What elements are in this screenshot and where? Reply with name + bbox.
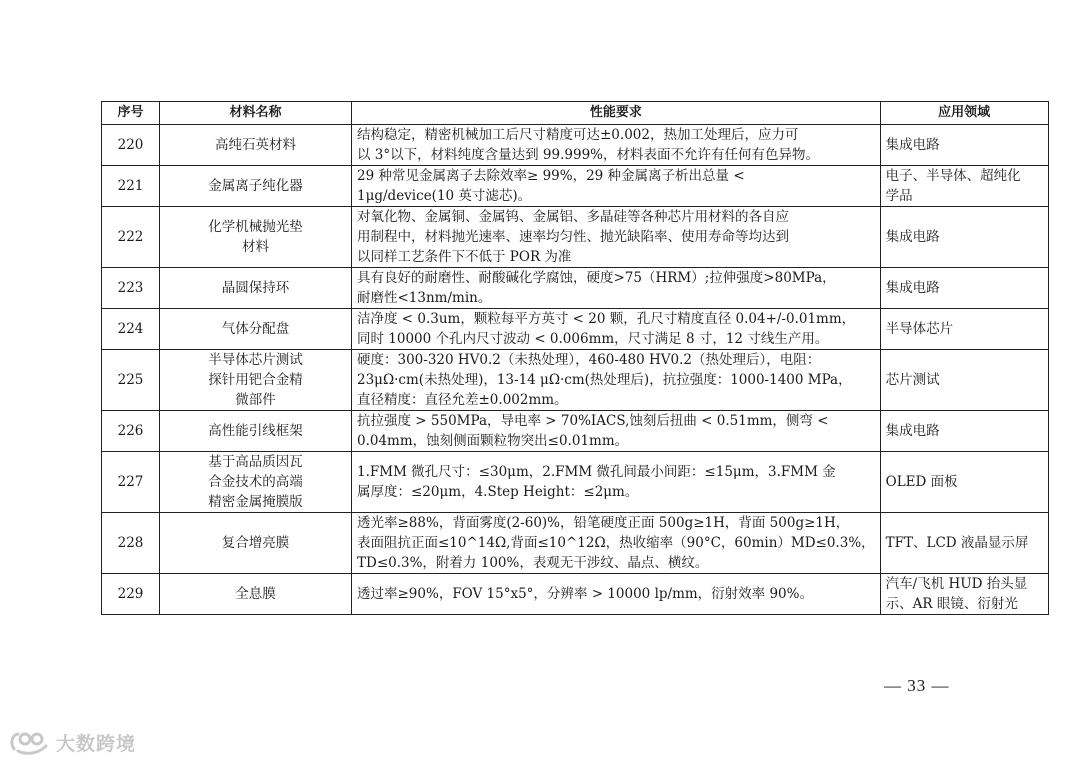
cell-application-line: 半导体芯片 (885, 321, 954, 337)
cell-requirement-line: 表面阻抗正面≤10^14Ω,背面≤10^12Ω，热收缩率（90°C，60min）MD≤0.3%， (357, 535, 875, 551)
cell-requirement-line: 抗拉强度 > 550MPa，导电率 > 70%IACS,蚀刻后扭曲 < 0.51mm，侧弯 < (357, 413, 829, 429)
table-row (102, 513, 1049, 574)
page-number: — 33 — (884, 676, 950, 695)
cell-application (880, 513, 1048, 574)
cell-requirement (352, 411, 881, 452)
cell-name-line: 材料 (242, 239, 269, 255)
cell-requirement (352, 452, 881, 513)
cell-application-line: 芯片测试 (885, 372, 940, 388)
cell-name (160, 125, 352, 166)
cell-name-line: 基于高品质因瓦 (208, 454, 303, 470)
cell-name-line: 高性能引线框架 (208, 423, 303, 439)
cell-application-line: OLED 面板 (885, 474, 958, 490)
cell-requirement-line: 以同样工艺条件下不低于 POR 为准 (357, 249, 572, 265)
cell-no: 228 (102, 513, 160, 574)
cell-requirement (352, 268, 881, 309)
cell-requirement-line: 耐磨性<13nm/min。 (357, 290, 492, 306)
cell-requirement-line: 29 种常见金属离子去除效率≥ 99%，29 种金属离子析出总量 < (357, 168, 745, 184)
cell-no: 226 (102, 411, 160, 452)
cell-requirement (352, 166, 881, 207)
cell-requirement-line: 0.04mm，蚀刻侧面颗粒物突出≤0.01mm。 (357, 433, 629, 449)
cell-name-line: 半导体芯片测试 (208, 352, 303, 368)
cell-requirement (352, 350, 881, 411)
watermark-logo-icon (8, 729, 52, 755)
cell-name-line: 复合增亮膜 (221, 535, 290, 551)
cell-name (160, 574, 352, 615)
cell-requirement-line: 结构稳定，精密机械加工后尺寸精度可达±0.002，热加工处理后，应力可 (357, 127, 799, 143)
cell-application (880, 125, 1048, 166)
cell-requirement (352, 207, 881, 268)
cell-application-line: 电子、半导体、超纯化 (885, 168, 1021, 184)
table-row (102, 166, 1049, 207)
table-row (102, 350, 1049, 411)
cell-requirement-line: 透光率≥88%，背面雾度(2-60)%，铅笔硬度正面 500g≥1H，背面 500g≥1H， (357, 515, 850, 531)
cell-name (160, 268, 352, 309)
cell-application-line: 示、AR 眼镜、衍射光 (885, 596, 1018, 612)
cell-application (880, 574, 1048, 615)
watermark (8, 728, 136, 756)
cell-name (160, 166, 352, 207)
cell-requirement-line: 具有良好的耐磨性、耐酸碱化学腐蚀，硬度>75（HRM）;拉伸强度>80MPa， (357, 270, 836, 286)
watermark-text: 大数跨境 (56, 732, 137, 755)
cell-requirement (352, 309, 881, 350)
cell-requirement-line: 1μg/device(10 英寸滤芯)。 (357, 188, 532, 204)
cell-no: 229 (102, 574, 160, 615)
cell-name (160, 207, 352, 268)
header-no: 序号 (102, 102, 160, 125)
cell-no: 220 (102, 125, 160, 166)
table-body (102, 125, 1049, 615)
cell-requirement-line: 以 3°以下，材料纯度含量达到 99.999%，材料表面不允许有任何有色异物。 (357, 147, 819, 163)
cell-name-line: 化学机械抛光垫 (208, 219, 303, 235)
cell-requirement-line: 透过率≥90%，FOV 15°x5°，分辨率 > 10000 lp/mm，衍射效率 90%。 (357, 586, 813, 602)
cell-name-line: 合金技术的高端 (208, 474, 303, 490)
cell-requirement-line: 硬度：300-320 HV0.2（未热处理），460-480 HV0.2（热处理后），电阻： (357, 352, 821, 368)
cell-name-line: 探针用钯合金精 (208, 372, 303, 388)
cell-application (880, 452, 1048, 513)
cell-requirement-line: TD≤0.3%，附着力 100%，表观无干涉纹、晶点、横纹。 (357, 555, 709, 571)
cell-application-line: TFT、LCD 液晶显示屏 (885, 535, 1029, 551)
cell-requirement (352, 125, 881, 166)
cell-application-line: 集成电路 (885, 137, 940, 153)
cell-requirement (352, 513, 881, 574)
cell-application (880, 350, 1048, 411)
cell-no: 224 (102, 309, 160, 350)
cell-requirement-line: 直径精度：直径允差±0.002mm。 (357, 392, 568, 408)
cell-application-line: 集成电路 (885, 280, 940, 296)
cell-requirement-line: 用制程中，材料抛光速率、速率均匀性、抛光缺陷率、使用寿命等均达到 (357, 229, 789, 245)
table-row (102, 452, 1049, 513)
cell-name-line: 精密金属掩膜版 (208, 494, 303, 510)
cell-application (880, 166, 1048, 207)
table-row (102, 309, 1049, 350)
table-row (102, 207, 1049, 268)
cell-no: 223 (102, 268, 160, 309)
cell-name-line: 气体分配盘 (221, 321, 290, 337)
cell-name-line: 金属离子纯化器 (208, 178, 303, 194)
cell-requirement-line: 同时 10000 个孔内尺寸波动 < 0.006mm，尺寸满足 8 寸，12 寸线生产用。 (357, 331, 829, 347)
materials-table (101, 101, 1049, 615)
cell-application-line: 汽车/飞机 HUD 抬头显 (885, 576, 1028, 592)
cell-name (160, 513, 352, 574)
cell-application (880, 268, 1048, 309)
cell-requirement-line: 23μΩ·cm(未热处理)，13-14 μΩ·cm(热处理后)，抗拉强度：1000-1400 MPa， (357, 372, 852, 388)
table-row (102, 268, 1049, 309)
cell-name-line: 全息膜 (235, 586, 276, 602)
cell-no: 225 (102, 350, 160, 411)
cell-requirement-line: 洁净度 < 0.3um，颗粒每平方英寸 < 20 颗，孔尺寸精度直径 0.04+/-0.01mm， (357, 311, 856, 327)
cell-name (160, 452, 352, 513)
cell-name (160, 350, 352, 411)
cell-name-line: 晶圆保持环 (221, 280, 290, 296)
cell-no: 222 (102, 207, 160, 268)
cell-application-line: 集成电路 (885, 423, 940, 439)
cell-application (880, 207, 1048, 268)
cell-name (160, 411, 352, 452)
table-row (102, 125, 1049, 166)
cell-requirement-line: 1.FMM 微孔尺寸：≤30μm，2.FMM 微孔间最小间距：≤15μm，3.FMM 金 (357, 464, 836, 480)
header-name: 材料名称 (160, 102, 352, 125)
cell-requirement-line: 对氧化物、金属铜、金属钨、金属铝、多晶硅等各种芯片用材料的各自应 (357, 209, 789, 225)
cell-name-line: 高纯石英材料 (215, 137, 296, 153)
table-header-row (102, 102, 1049, 125)
cell-requirement (352, 574, 881, 615)
table-row (102, 574, 1049, 615)
table-row (102, 411, 1049, 452)
header-application: 应用领域 (880, 102, 1048, 125)
cell-name-line: 微部件 (235, 392, 276, 408)
cell-application (880, 411, 1048, 452)
cell-no: 227 (102, 452, 160, 513)
cell-application (880, 309, 1048, 350)
cell-application-line: 学品 (885, 188, 913, 204)
cell-name (160, 309, 352, 350)
cell-requirement-line: 属厚度：≤20μm，4.Step Height：≤2μm。 (357, 484, 639, 500)
cell-application-line: 集成电路 (885, 229, 940, 245)
header-requirement: 性能要求 (352, 102, 881, 125)
cell-no: 221 (102, 166, 160, 207)
